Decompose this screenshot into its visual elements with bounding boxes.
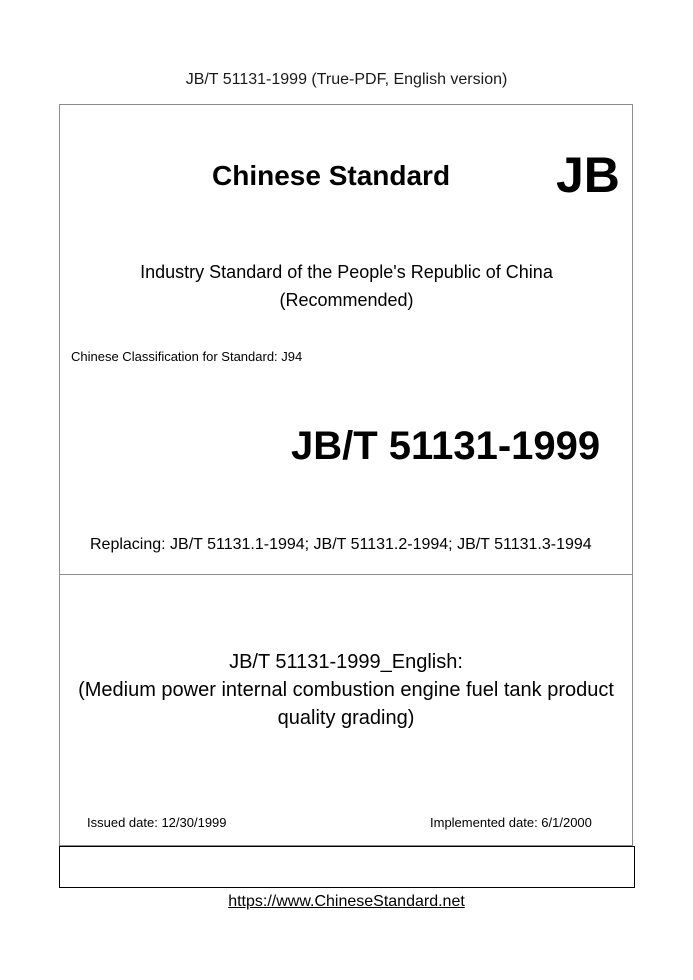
document-title	[59, 648, 633, 732]
issued-date: Issued date: 12/30/1999	[87, 815, 227, 830]
recommended-line: (Recommended)	[279, 290, 414, 310]
document-title-line2: (Medium power internal combustion engine fuel tank product	[78, 679, 614, 701]
document-title-line3: quality grading)	[277, 707, 415, 729]
page-header: JB/T 51131-1999 (True-PDF, English version)	[185, 71, 508, 88]
website-link[interactable]: https://www.ChineseStandard.net	[228, 893, 465, 910]
replacing-line: Replacing: JB/T 51131.1-1994; JB/T 51131.2-1994; JB/T 51131.3-1994	[90, 536, 592, 553]
document-title-line1: JB/T 51131-1999_English:	[229, 651, 463, 673]
implemented-date: Implemented date: 6/1/2000	[430, 815, 592, 830]
standard-number: JB/T 51131-1999	[291, 424, 601, 468]
industry-line: Industry Standard of the People's Republic of China	[140, 262, 553, 282]
footer-box	[59, 846, 635, 888]
jb-mark: JB	[556, 147, 620, 203]
website-footer	[0, 893, 693, 911]
standard-title: Chinese Standard	[212, 160, 451, 191]
industry-heading	[0, 258, 693, 314]
classification: Chinese Classification for Standard: J94	[71, 349, 303, 364]
